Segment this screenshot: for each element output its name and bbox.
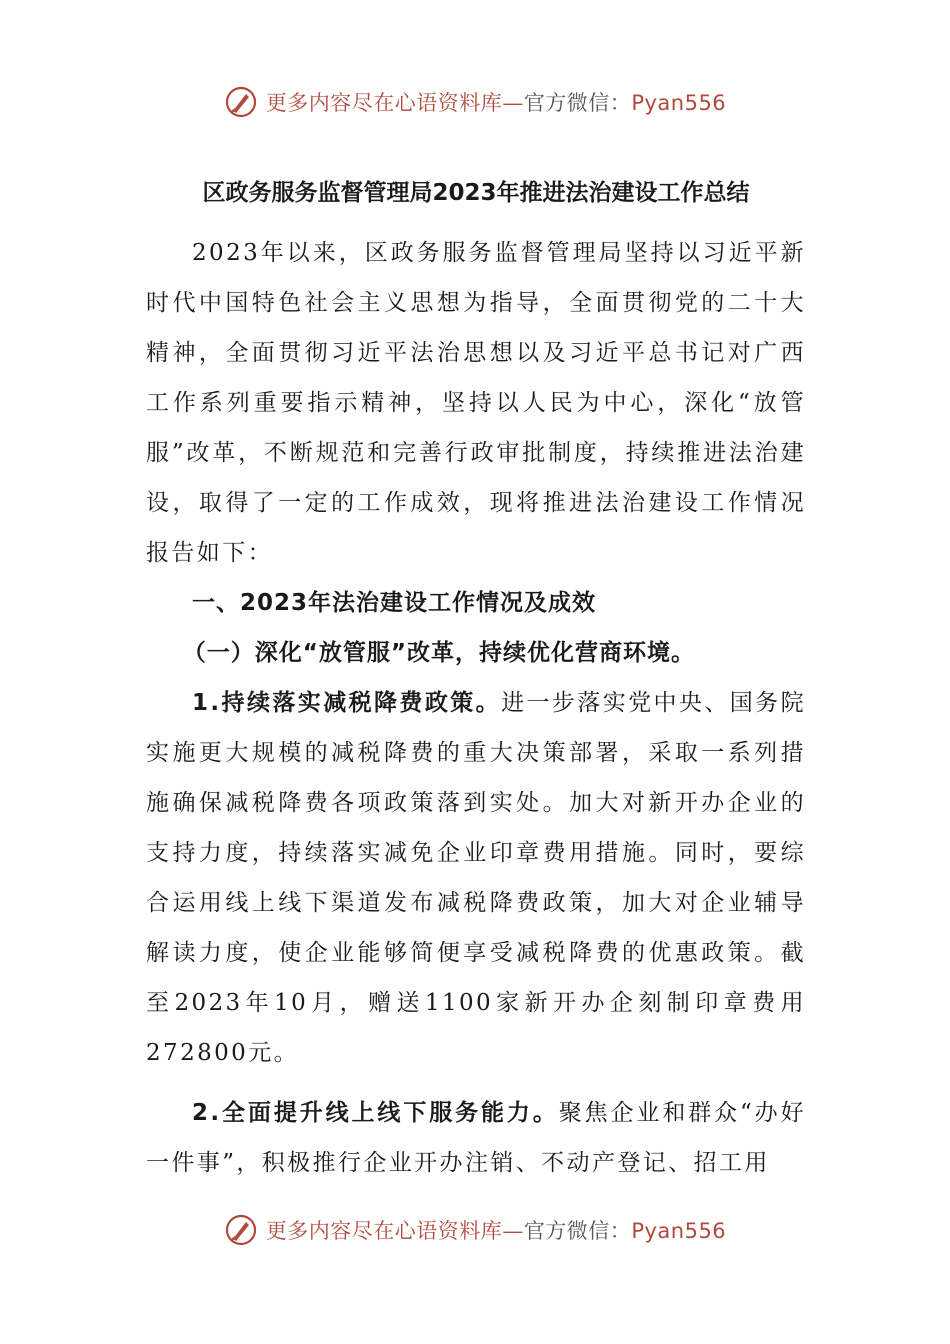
banner-text — [266, 1215, 726, 1245]
banner-side: 官方微信： — [523, 91, 632, 115]
document-title: 区政务服务监督管理局2023年推进法治建设工作总结 — [202, 180, 750, 206]
banner-wechat: Pyan556 — [631, 91, 727, 115]
item-2-body: 聚焦企业和群众“办好一件事”，积极推行企业开办注销、不动产登记、招工用 — [146, 1100, 806, 1176]
banner-side: 官方微信： — [523, 1219, 632, 1243]
quill-logo-icon — [224, 1213, 258, 1247]
banner-main: 更多内容尽在心语资料库 — [265, 1219, 503, 1243]
banner-dash: — — [502, 1219, 524, 1243]
item-1-paragraph — [146, 678, 806, 1078]
item-1-lead: 1.持续落实减税降费政策。 — [192, 690, 502, 716]
banner-main: 更多内容尽在心语资料库 — [265, 91, 503, 115]
item-1-body: 进一步落实党中央、国务院实施更大规模的减税降费的重大决策部署，采取一系列措施确保减税降费各项政策落到实处。加大对新开办企业的支持力度，持续落实减免企业印章费用措施。同时，要综合运用线上线下渠道发布减税降费政策，加大对企业辅导解读力度，使企业能够简便享受减税降费的优惠政策。截至2023年10月，赠送1100家新开办企刻制印章费用272800元。 — [146, 690, 806, 1066]
item-2-lead: 2.全面提升线上线下服务能力。 — [192, 1100, 559, 1126]
banner-text — [266, 87, 726, 117]
banner-wechat: Pyan556 — [631, 1219, 727, 1243]
section-heading-1: 一、2023年法治建设工作情况及成效 — [192, 590, 597, 616]
watermark-banner-top — [0, 82, 950, 122]
banner-dash: — — [502, 91, 524, 115]
intro-paragraph: 2023年以来，区政务服务监督管理局坚持以习近平新时代中国特色社会主义思想为指导，全面贯彻党的二十大精神，全面贯彻习近平法治思想以及习近平总书记对广西工作系列重要指示精神，坚持以人民为中心，深化“放管服”改革，不断规范和完善行政审批制度，持续推进法治建设，取得了一定的工作成效，现将推进法治建设工作情况报告如下： — [146, 240, 806, 566]
item-2-paragraph — [146, 1088, 806, 1188]
quill-logo-icon — [224, 85, 258, 119]
document-body — [146, 168, 806, 1188]
subsection-heading-1: （一）深化“放管服”改革，持续优化营商环境。 — [182, 640, 696, 666]
watermark-banner-bottom — [0, 1210, 950, 1250]
